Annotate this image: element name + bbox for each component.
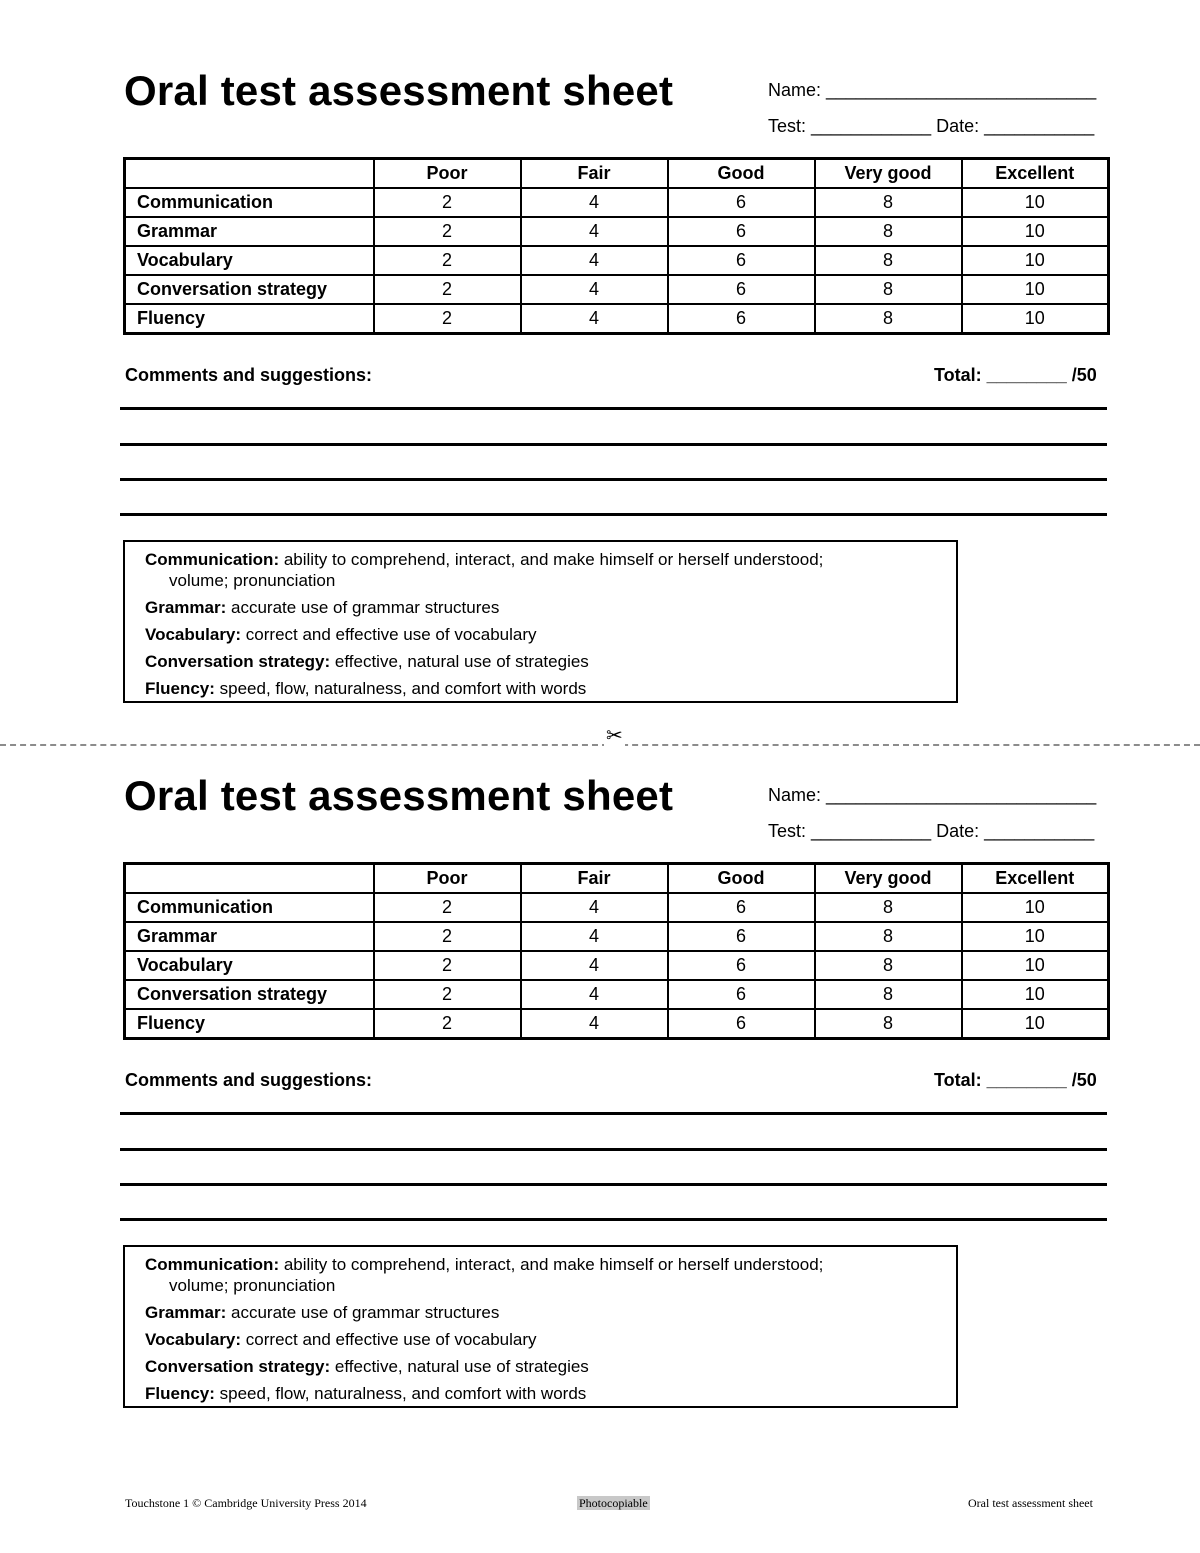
score-cell: 4 [521, 951, 668, 980]
comment-line [120, 478, 1107, 481]
score-cell: 8 [815, 275, 962, 304]
definition-term: Fluency: [145, 1384, 215, 1403]
definition-item [145, 1356, 956, 1377]
comments-label: Comments and suggestions: [125, 1070, 373, 1090]
score-cell: 4 [521, 893, 668, 922]
header-cell [125, 864, 374, 894]
definition-text: speed, flow, naturalness, and comfort with words [219, 679, 587, 698]
criterion-label: Fluency [125, 304, 374, 334]
score-cell: 6 [668, 980, 815, 1009]
score-cell: 2 [374, 893, 521, 922]
header-cell [125, 159, 374, 189]
score-cell: 10 [962, 951, 1109, 980]
score-cell: 8 [815, 893, 962, 922]
criterion-label: Vocabulary [125, 246, 374, 275]
score-cell: 8 [815, 922, 962, 951]
definition-term: Grammar: [145, 1303, 227, 1322]
header-cell: Good [668, 864, 815, 894]
score-cell: 6 [668, 922, 815, 951]
definition-text: correct and effective use of vocabulary [245, 625, 537, 644]
table-row [125, 893, 1109, 922]
score-cell: 2 [374, 922, 521, 951]
definition-term: Communication: [145, 1255, 280, 1274]
comment-line [120, 443, 1107, 446]
definition-continuation: volume; pronunciation [169, 1276, 336, 1295]
score-cell: 6 [668, 893, 815, 922]
table-row [125, 217, 1109, 246]
definition-text: correct and effective use of vocabulary [245, 1330, 537, 1349]
score-cell: 4 [521, 275, 668, 304]
definition-item [145, 624, 956, 645]
score-cell: 8 [815, 951, 962, 980]
header-cell: Excellent [962, 159, 1109, 189]
assessment-sheet-bottom [0, 705, 1200, 1410]
table-header-row [125, 864, 1109, 894]
score-cell: 4 [521, 922, 668, 951]
score-cell: 2 [374, 1009, 521, 1039]
definition-text: effective, natural use of strategies [334, 652, 589, 671]
score-cell: 10 [962, 246, 1109, 275]
definition-term: Vocabulary: [145, 625, 242, 644]
definition-text: accurate use of grammar structures [231, 1303, 500, 1322]
header-cell: Excellent [962, 864, 1109, 894]
score-cell: 2 [374, 217, 521, 246]
criterion-label: Communication [125, 188, 374, 217]
comment-line [120, 1183, 1107, 1186]
score-cell: 8 [815, 980, 962, 1009]
definition-term: Grammar: [145, 598, 227, 617]
header-cell: Good [668, 159, 815, 189]
table-row [125, 246, 1109, 275]
score-cell: 8 [815, 188, 962, 217]
criterion-label: Fluency [125, 1009, 374, 1039]
score-cell: 2 [374, 304, 521, 334]
score-cell: 10 [962, 188, 1109, 217]
score-cell: 6 [668, 304, 815, 334]
definition-term: Conversation strategy: [145, 1357, 331, 1376]
score-cell: 8 [815, 304, 962, 334]
definition-text: speed, flow, naturalness, and comfort with words [219, 1384, 587, 1403]
page-title: Oral test assessment sheet [124, 67, 674, 114]
table-row [125, 951, 1109, 980]
definition-term: Vocabulary: [145, 1330, 242, 1349]
criteria-definitions-box [123, 540, 958, 703]
score-cell: 4 [521, 1009, 668, 1039]
definition-text: ability to comprehend, interact, and make himself or herself understood; [283, 1255, 824, 1274]
score-cell: 10 [962, 1009, 1109, 1039]
definition-text: accurate use of grammar structures [231, 598, 500, 617]
test-date-field: Test: ____________ Date: ___________ [768, 821, 1095, 841]
score-cell: 4 [521, 980, 668, 1009]
comment-line [120, 1112, 1107, 1115]
score-cell: 2 [374, 246, 521, 275]
score-cell: 6 [668, 217, 815, 246]
criteria-definitions-box [123, 1245, 958, 1408]
header-cell: Fair [521, 864, 668, 894]
score-cell: 6 [668, 246, 815, 275]
score-cell: 10 [962, 217, 1109, 246]
name-field: Name: ___________________________ [768, 785, 1097, 805]
score-cell: 4 [521, 304, 668, 334]
score-cell: 10 [962, 304, 1109, 334]
table-row [125, 1009, 1109, 1039]
table-row [125, 304, 1109, 334]
score-table [123, 157, 1110, 335]
table-row [125, 188, 1109, 217]
definition-item [145, 651, 956, 672]
test-date-field: Test: ____________ Date: ___________ [768, 116, 1095, 136]
definition-term: Fluency: [145, 679, 215, 698]
total-field: Total: ________ /50 [934, 1070, 1097, 1090]
header-cell: Very good [815, 864, 962, 894]
name-field: Name: ___________________________ [768, 80, 1097, 100]
definition-text: ability to comprehend, interact, and make himself or herself understood; [283, 550, 824, 569]
score-cell: 4 [521, 246, 668, 275]
definition-item [145, 597, 956, 618]
page-title: Oral test assessment sheet [124, 772, 674, 819]
comment-line [120, 1148, 1107, 1151]
score-cell: 6 [668, 275, 815, 304]
score-cell: 10 [962, 893, 1109, 922]
score-cell: 2 [374, 980, 521, 1009]
definition-item [145, 1329, 956, 1350]
definition-item [145, 549, 956, 591]
score-cell: 4 [521, 217, 668, 246]
score-cell: 2 [374, 188, 521, 217]
footer-sheet-name: Oral test assessment sheet [968, 1496, 1093, 1510]
header-cell: Poor [374, 159, 521, 189]
definition-item [145, 1254, 956, 1296]
table-row [125, 275, 1109, 304]
scissors-icon: ✂ [606, 725, 623, 747]
criterion-label: Vocabulary [125, 951, 374, 980]
definition-item [145, 678, 956, 699]
definition-term: Communication: [145, 550, 280, 569]
comment-line [120, 513, 1107, 516]
header-cell: Poor [374, 864, 521, 894]
criterion-label: Communication [125, 893, 374, 922]
score-cell: 6 [668, 188, 815, 217]
score-cell: 4 [521, 188, 668, 217]
assessment-sheet-top [0, 0, 1200, 705]
footer-copyright: Touchstone 1 © Cambridge University Press 2014 [125, 1496, 367, 1510]
definition-item [145, 1383, 956, 1404]
score-cell: 2 [374, 951, 521, 980]
score-cell: 8 [815, 217, 962, 246]
total-field: Total: ________ /50 [934, 365, 1097, 385]
score-cell: 8 [815, 246, 962, 275]
score-cell: 10 [962, 922, 1109, 951]
criterion-label: Grammar [125, 217, 374, 246]
score-cell: 10 [962, 980, 1109, 1009]
definition-continuation: volume; pronunciation [169, 571, 336, 590]
criterion-label: Conversation strategy [125, 980, 374, 1009]
header-cell: Fair [521, 159, 668, 189]
score-cell: 6 [668, 1009, 815, 1039]
footer-photocopiable-badge: Photocopiable [579, 1496, 648, 1510]
score-table [123, 862, 1110, 1040]
criterion-label: Grammar [125, 922, 374, 951]
table-row [125, 922, 1109, 951]
comment-line [120, 407, 1107, 410]
score-cell: 8 [815, 1009, 962, 1039]
score-rows [125, 893, 1109, 1039]
definition-text: effective, natural use of strategies [334, 1357, 589, 1376]
score-cell: 6 [668, 951, 815, 980]
comment-line [120, 1218, 1107, 1221]
header-cell: Very good [815, 159, 962, 189]
criterion-label: Conversation strategy [125, 275, 374, 304]
score-cell: 10 [962, 275, 1109, 304]
score-cell: 2 [374, 275, 521, 304]
table-header-row [125, 159, 1109, 189]
score-rows [125, 188, 1109, 334]
table-row [125, 980, 1109, 1009]
definition-term: Conversation strategy: [145, 652, 331, 671]
comments-label: Comments and suggestions: [125, 365, 373, 385]
definition-item [145, 1302, 956, 1323]
